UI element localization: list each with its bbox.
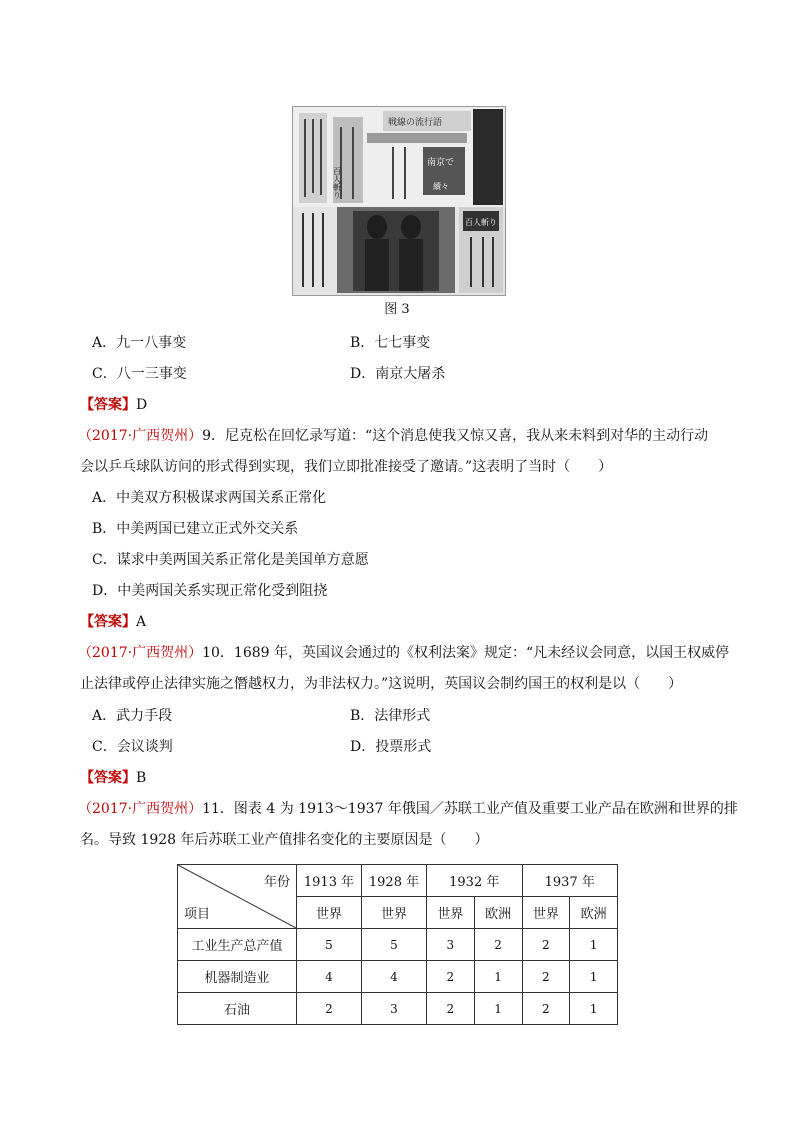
- q9-option-d: D．中美两国关系实现正常化受到阻挠: [92, 583, 328, 599]
- q8-option-c: C．八一三事变: [92, 366, 187, 382]
- table-cell: 2: [427, 993, 475, 1025]
- q10-option-a: A．武力手段: [92, 708, 173, 724]
- headline-text-2: 南京で: [427, 158, 455, 168]
- year-header-1913: 1913 年: [297, 865, 362, 897]
- newspaper-image: [293, 107, 505, 295]
- table-row: [178, 961, 618, 993]
- ranking-table: [177, 864, 618, 1025]
- q9-answer: [80, 613, 146, 631]
- table-cell: 2: [522, 961, 570, 993]
- subheader-cell: 世界: [427, 897, 475, 929]
- table-cell: 2: [474, 929, 522, 961]
- table-cell: 1: [570, 993, 618, 1025]
- year-header-1932: 1932 年: [427, 865, 523, 897]
- q8-option-d: D．南京大屠杀: [350, 366, 446, 382]
- q10-option-b: B．法律形式: [350, 708, 431, 724]
- q11-stem-1: 11．图表 4 为 1913～1937 年俄国／苏联工业产值及重要工业产品在欧洲和世界的排: [202, 801, 738, 817]
- subheader-cell: 欧洲: [474, 897, 522, 929]
- q8-answer: [80, 396, 147, 414]
- headline-text-3: 百人斬り: [332, 167, 342, 199]
- table-cell: 4: [362, 961, 427, 993]
- q9-option-b: B．中美两国已建立正式外交关系: [92, 521, 299, 537]
- table-cell: 1: [570, 961, 618, 993]
- q11-stem-line-1: [78, 800, 738, 818]
- q10-source: （2017·广西贺州）: [78, 645, 203, 661]
- headline-text-4: 百人斬り: [465, 218, 497, 227]
- q8-answer-value: D: [136, 397, 148, 413]
- q8-option-b: B．七七事变: [350, 335, 431, 351]
- table-cell: 2: [297, 993, 362, 1025]
- year-header-1937: 1937 年: [522, 865, 618, 897]
- q10-answer-value: B: [136, 770, 147, 786]
- table-cell: 1: [474, 993, 522, 1025]
- table-cell: 4: [297, 961, 362, 993]
- q10-answer-label: 【答案】: [80, 770, 136, 786]
- q9-answer-label: 【答案】: [80, 614, 136, 630]
- headline-text-1: 戦線の流行語: [388, 118, 443, 128]
- table-cell: 1: [474, 961, 522, 993]
- newspaper-photo: [292, 106, 506, 296]
- table-cell: 1: [570, 929, 618, 961]
- q9-source: （2017·广西贺州）: [78, 428, 203, 444]
- table-cell: 3: [427, 929, 475, 961]
- subheader-cell: 世界: [297, 897, 362, 929]
- q9-option-a: A．中美双方积极谋求两国关系正常化: [92, 490, 327, 506]
- q8-answer-label: 【答案】: [80, 397, 136, 413]
- q9-stem-1: 9．尼克松在回忆录写道：“这个消息使我又惊又喜，我从来未料到对华的主动行动: [202, 428, 709, 444]
- table-cell: 2: [522, 993, 570, 1025]
- subheader-cell: 世界: [522, 897, 570, 929]
- headline-text-5: 續々: [433, 182, 449, 191]
- corner-label-year: 年份: [263, 875, 290, 890]
- row-label: 石油: [178, 993, 297, 1025]
- table-cell: 5: [362, 929, 427, 961]
- table-cell: 3: [362, 993, 427, 1025]
- q10-option-d: D．投票形式: [350, 739, 432, 755]
- q9-answer-value: A: [136, 614, 147, 630]
- subheader-cell: 世界: [362, 897, 427, 929]
- q10-stem-1: 10．1689 年，英国议会通过的《权利法案》规定：“凡未经议会同意，以国王权威停: [202, 645, 730, 661]
- q10-stem-line-2: 止法律或停止法律实施之僭越权力，为非法权力。”这说明，英国议会制约国王的权利是以（ ）: [80, 676, 683, 692]
- q11-stem-line-2: 名。导致 1928 年后苏联工业产值排名变化的主要原因是（ ）: [80, 832, 489, 848]
- q10-answer: [80, 769, 146, 787]
- q9-option-c: C．谋求中美两国关系正常化是美国单方意愿: [92, 552, 369, 568]
- q10-stem-line-1: [78, 644, 729, 662]
- q11-source: （2017·广西贺州）: [78, 801, 203, 817]
- table-cell: 5: [297, 929, 362, 961]
- year-header-1928: 1928 年: [362, 865, 427, 897]
- table-row: [178, 993, 618, 1025]
- table-corner-cell: [178, 865, 297, 929]
- table-cell: 2: [522, 929, 570, 961]
- table-row: [178, 929, 618, 961]
- row-label: 机器制造业: [178, 961, 297, 993]
- q8-option-a: A．九一八事变: [92, 335, 187, 351]
- q9-stem-line-1: [78, 427, 708, 445]
- figure-caption: 图 3: [384, 302, 410, 317]
- corner-label-item: 项目: [184, 907, 211, 922]
- table-cell: 2: [427, 961, 475, 993]
- row-label: 工业生产总产值: [178, 929, 297, 961]
- subheader-cell: 欧洲: [570, 897, 618, 929]
- table-header-row: [178, 865, 618, 897]
- q10-option-c: C．会议谈判: [92, 739, 173, 755]
- q9-stem-line-2: 会以乒乓球队访问的形式得到实现，我们立即批准接受了邀请。”这表明了当时（ ）: [80, 459, 613, 475]
